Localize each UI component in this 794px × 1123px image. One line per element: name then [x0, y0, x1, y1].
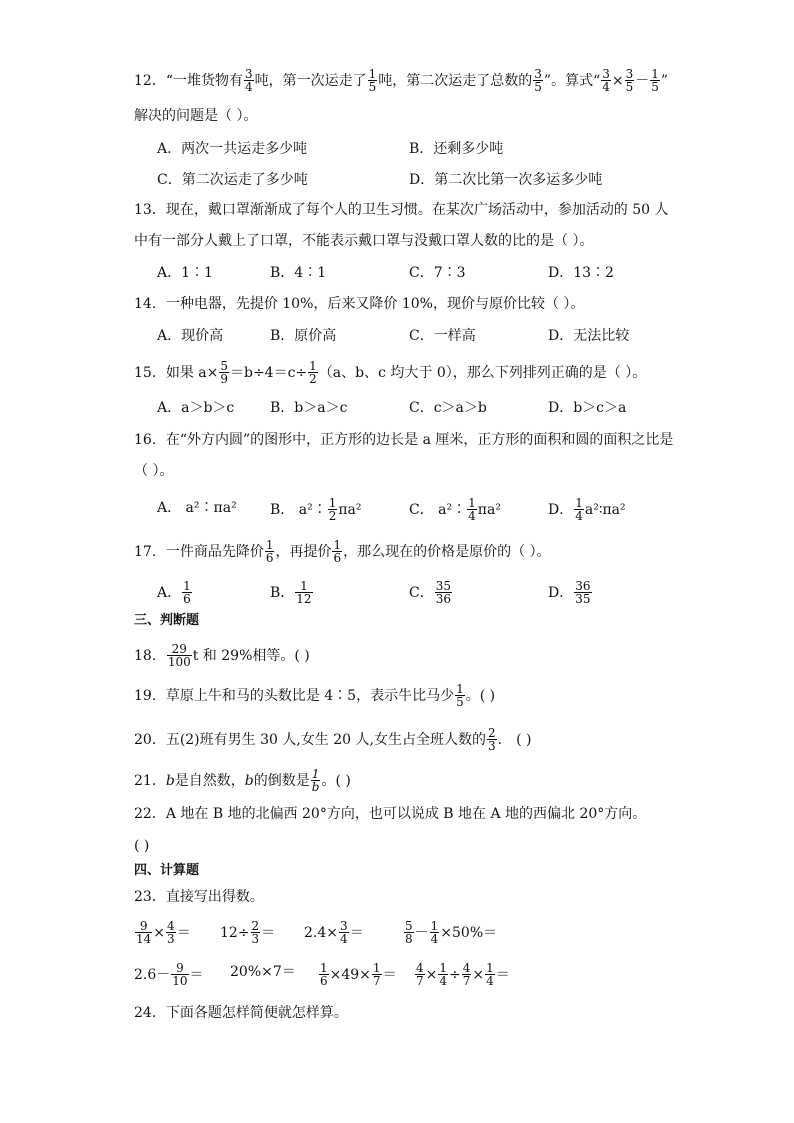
fraction	[430, 920, 440, 945]
operator: －	[414, 924, 429, 941]
option-text: a²∶πa²	[584, 501, 626, 518]
fraction	[244, 68, 254, 93]
denominator: 4	[245, 80, 253, 94]
question-14-line1: 14．一种电器，先提价 10%，后来又降价 10%，现价与原价比较（ ）。	[134, 296, 585, 312]
variable: b	[244, 772, 254, 789]
numerator: 1	[430, 919, 439, 933]
calc-item-8	[414, 962, 510, 987]
denominator: 6	[183, 592, 191, 606]
text: t 和 29%相等。( )	[192, 647, 310, 664]
text: ． ( )	[497, 731, 532, 748]
numerator: 1	[265, 538, 274, 552]
option-b[interactable]	[270, 497, 362, 522]
option-letter: A．	[157, 584, 182, 601]
option-d[interactable]: D．b＞c＞a	[548, 400, 627, 416]
numerator: 3	[602, 67, 610, 81]
text: 12÷	[220, 924, 250, 941]
calc-item-4	[403, 920, 497, 945]
calc-item-5	[134, 962, 204, 987]
denominator: 10	[172, 974, 188, 988]
numerator: 1	[183, 579, 191, 593]
question-12-options-row2	[157, 169, 657, 191]
operator: ×	[425, 966, 438, 983]
denominator: 4	[430, 932, 439, 946]
question-13-options	[157, 262, 657, 284]
numerator: 4	[462, 961, 471, 975]
option-c[interactable]: C．c＞a＞b	[409, 400, 487, 416]
text: 17．一件商品先降价	[134, 543, 264, 560]
fraction	[601, 68, 611, 93]
question-20	[134, 727, 531, 752]
fraction	[332, 539, 342, 564]
fraction	[487, 727, 497, 752]
text: ，那么现在的价格是原价的（ ）。	[343, 543, 551, 560]
numerator: 1	[368, 67, 377, 81]
fraction	[295, 580, 312, 605]
numerator: 3	[340, 919, 348, 933]
option-c[interactable]: C．7∶3	[409, 265, 466, 281]
numerator: 2	[487, 726, 496, 740]
denominator: 7	[462, 974, 471, 988]
text: 2.6－	[134, 966, 171, 983]
numerator: 1	[320, 961, 328, 975]
fraction	[166, 920, 176, 945]
option-c[interactable]	[409, 580, 453, 605]
fraction	[455, 683, 465, 708]
text: 吨，第一次运走了	[254, 72, 367, 89]
option-letter: B．	[270, 584, 295, 601]
text: 15．如果 a×	[134, 364, 219, 381]
question-21	[134, 768, 351, 793]
denominator: 4	[486, 974, 494, 988]
equals: ＝	[495, 966, 510, 983]
denominator: 7	[416, 974, 424, 988]
denominator: 5	[625, 80, 634, 94]
equals: ＝	[176, 924, 191, 941]
option-d[interactable]	[548, 580, 593, 605]
numerator: 1	[309, 359, 317, 373]
text: 2.4×	[304, 924, 338, 941]
section-heading-calculation: 四、计算题	[134, 863, 200, 878]
calc-item-7	[318, 962, 397, 987]
numerator: 1	[486, 961, 494, 975]
variable: b	[165, 772, 175, 789]
numerator: 35	[435, 579, 451, 593]
option-d[interactable]: D．13∶2	[548, 265, 614, 281]
fraction	[311, 768, 321, 793]
option-letter: C．	[409, 584, 434, 601]
option-b[interactable]: B．还剩多少吨	[409, 141, 504, 157]
fraction	[135, 920, 152, 945]
option-c[interactable]: C．一样高	[409, 328, 476, 344]
denominator: 14	[136, 932, 152, 946]
question-17-options	[157, 579, 657, 606]
denominator: 6	[265, 551, 274, 565]
calc-item-6: 20%×7＝	[230, 964, 296, 980]
equals: ＝	[382, 966, 397, 983]
denominator: 4	[439, 974, 448, 988]
question-13-line2: 中有一部分人戴上了口罩，不能表示戴口罩与没戴口罩人数的比的是（ ）。	[134, 233, 594, 249]
text: “一堆货物有	[165, 72, 243, 89]
option-d[interactable]: D．第二次比第一次多运多少吨	[409, 172, 603, 188]
operator: －	[635, 72, 650, 89]
option-text: C． a²∶	[409, 501, 467, 518]
operator: ÷	[449, 966, 461, 983]
denominator: 2	[328, 509, 337, 523]
denominator: 3	[167, 932, 175, 946]
option-text: πa²	[338, 501, 362, 518]
denominator: 6	[333, 551, 342, 565]
question-23-title: 23．直接写出得数。	[134, 889, 264, 905]
question-number: 18．	[134, 647, 166, 664]
question-22-line1: 22．A 地在 B 地的北偏西 20°方向，也可以说成 B 地在 A 地的西偏北 20°方向。	[134, 806, 647, 822]
text: （a、b、c 均大于 0），那么下列排列正确的是（ ）。	[318, 364, 647, 381]
numerator: 1	[328, 496, 337, 510]
question-12-options-row1	[157, 138, 657, 160]
section-heading-judgement: 三、判断题	[134, 613, 200, 628]
question-12-line2: 解决的问题是（ ）。	[134, 108, 258, 124]
fraction	[265, 539, 275, 564]
denominator: 5	[456, 695, 464, 709]
denominator: 35	[575, 592, 591, 606]
numerator: 9	[176, 961, 184, 975]
numerator: 1	[456, 682, 464, 696]
numerator: 36	[575, 579, 591, 593]
option-text: D．	[548, 501, 574, 518]
fraction	[372, 962, 382, 987]
fraction	[219, 360, 229, 385]
fraction	[467, 497, 477, 522]
text: 。( )	[465, 687, 496, 704]
option-a[interactable]: A． a²∶πa²	[157, 500, 237, 516]
fraction	[251, 920, 261, 945]
denominator: 12	[296, 592, 312, 606]
text: 21．	[134, 772, 166, 789]
question-24-title: 24．下面各题怎样简便就怎样算。	[134, 1005, 348, 1021]
denominator: 5	[368, 80, 377, 94]
option-c[interactable]	[409, 497, 501, 522]
text: ×49×	[329, 966, 371, 983]
text: 。( )	[321, 772, 351, 789]
numerator: 29	[171, 642, 187, 656]
numerator: 1	[468, 496, 476, 510]
fraction	[650, 68, 660, 93]
text: ”。算式“	[543, 72, 601, 89]
fraction	[328, 497, 338, 522]
option-a[interactable]: A．现价高	[157, 328, 224, 344]
numerator: 1	[311, 767, 320, 781]
denominator: b	[311, 780, 320, 794]
numerator: 1	[372, 961, 381, 975]
denominator: 8	[405, 932, 413, 946]
text: ×50%＝	[440, 924, 498, 941]
fraction	[339, 920, 349, 945]
fraction	[319, 962, 329, 987]
question-17-line1	[134, 539, 551, 564]
option-a[interactable]: A．两次一共运走多少吨	[157, 141, 308, 157]
equals: ＝	[349, 924, 364, 941]
numerator: 1	[651, 67, 659, 81]
operator: ×	[153, 924, 166, 941]
text: 是自然数，	[174, 772, 245, 789]
numerator: 1	[439, 961, 448, 975]
text: ，再提价	[275, 543, 332, 560]
fraction	[404, 920, 414, 945]
denominator: 5	[651, 80, 659, 94]
question-number: 12．	[134, 72, 166, 89]
denominator: 7	[372, 974, 381, 988]
question-16-line1: 16．在“外方内圆”的图形中，正方形的边长是 a 厘米，正方形的面积和圆的面积之比是	[134, 432, 674, 448]
fraction	[574, 497, 584, 522]
option-b[interactable]: B．4∶1	[270, 265, 327, 281]
operator: ×	[611, 72, 624, 89]
denominator: 9	[220, 372, 228, 386]
numerator: 5	[405, 919, 413, 933]
option-text: πa²	[477, 501, 501, 518]
numerator: 1	[333, 538, 342, 552]
option-c[interactable]: C．第二次运走了多少吨	[157, 172, 308, 188]
fraction	[171, 962, 188, 987]
numerator: 9	[139, 919, 148, 933]
fraction	[415, 962, 425, 987]
numerator: 4	[167, 919, 175, 933]
option-letter: D．	[548, 584, 574, 601]
fraction	[438, 962, 448, 987]
question-15-options	[157, 397, 657, 419]
question-13-line1: 13．现在，戴口罩渐渐成了每个人的卫生习惯。在某次广场活动中，参加活动的 50 人	[134, 202, 669, 218]
fraction	[435, 580, 452, 605]
equals: ＝	[261, 924, 276, 941]
question-15-line1	[134, 360, 646, 385]
equals: ＝	[189, 966, 204, 983]
option-d[interactable]	[548, 497, 626, 522]
numerator: 4	[416, 961, 424, 975]
text: 20．五(2)班有男生 30 人,女生 20 人,女生占全班人数的	[134, 731, 486, 748]
fraction	[167, 643, 192, 668]
denominator: 3	[487, 739, 496, 753]
fraction	[182, 580, 192, 605]
option-a[interactable]: A．a＞b＞c	[157, 400, 235, 416]
denominator: 4	[468, 509, 476, 523]
question-12-line1	[134, 68, 668, 93]
question-16-line2: （ ）。	[134, 463, 174, 479]
question-22-line2: ( )	[134, 838, 150, 854]
calc-item-1	[134, 920, 191, 945]
calc-item-3	[304, 920, 364, 945]
question-18	[134, 643, 310, 668]
numerator: 1	[300, 579, 308, 593]
denominator: 4	[602, 80, 610, 94]
numerator: 3	[625, 67, 634, 81]
fraction	[533, 68, 543, 93]
question-16-options	[157, 496, 657, 523]
fraction	[308, 360, 318, 385]
denominator: 2	[309, 372, 317, 386]
option-a[interactable]	[157, 580, 193, 605]
option-b[interactable]	[270, 580, 314, 605]
text: 19．草原上牛和马的头数比是 4∶5，表示牛比马少	[134, 687, 455, 704]
calc-item-2	[220, 920, 275, 945]
option-d[interactable]: D．无法比较	[548, 328, 630, 344]
text: 吨，第二次运走了总数的	[378, 72, 533, 89]
numerator: 1	[575, 496, 583, 510]
option-a[interactable]: A．1∶1	[157, 265, 213, 281]
numerator: 3	[534, 67, 542, 81]
question-19	[134, 683, 495, 708]
denominator: 100	[167, 655, 191, 669]
text: ”	[660, 72, 669, 89]
denominator: 36	[435, 592, 451, 606]
text: ＝b÷4＝c÷	[229, 364, 308, 381]
denominator: 4	[575, 509, 583, 523]
option-b[interactable]: B．原价高	[270, 328, 337, 344]
option-b[interactable]: B．b＞a＞c	[270, 400, 348, 416]
fraction	[625, 68, 635, 93]
denominator: 5	[534, 80, 542, 94]
fraction	[462, 962, 472, 987]
fraction	[485, 962, 495, 987]
text: 的倒数是	[253, 772, 310, 789]
numerator: 5	[220, 359, 228, 373]
fraction	[574, 580, 591, 605]
question-14-options	[157, 325, 657, 347]
numerator: 2	[251, 919, 260, 933]
operator: ×	[472, 966, 485, 983]
denominator: 4	[340, 932, 348, 946]
denominator: 3	[251, 932, 260, 946]
numerator: 3	[245, 67, 253, 81]
fraction	[368, 68, 378, 93]
denominator: 6	[320, 974, 328, 988]
option-text: B． a²∶	[270, 501, 327, 518]
